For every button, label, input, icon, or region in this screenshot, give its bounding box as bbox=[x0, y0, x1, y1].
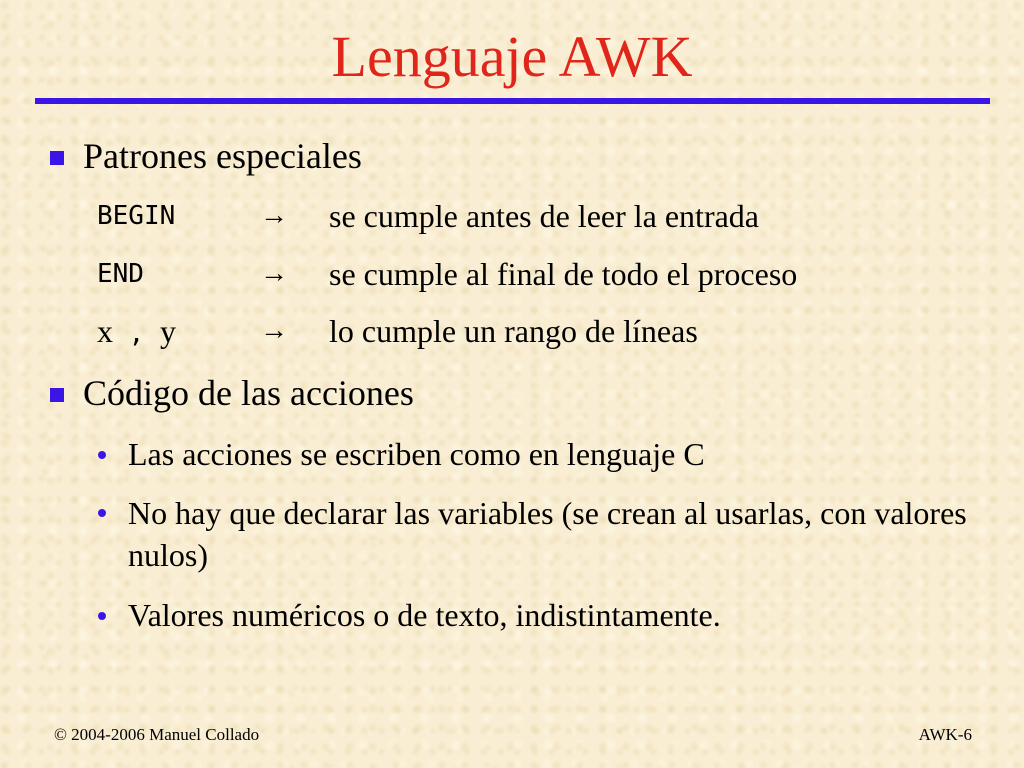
pattern-key: END bbox=[97, 259, 144, 289]
round-bullet-icon bbox=[98, 509, 106, 517]
right-arrow-icon: → bbox=[260, 315, 288, 346]
pattern-description: se cumple antes de leer la entrada bbox=[329, 198, 759, 234]
bullet-text: Patrones especiales bbox=[83, 136, 362, 176]
sub-bullet-acciones-c bbox=[98, 434, 968, 474]
right-arrow-icon: → bbox=[260, 200, 288, 231]
sub-bullet-text: Valores numéricos o de texto, indistintamente. bbox=[128, 597, 721, 633]
sub-bullet-declarar-variables bbox=[98, 492, 978, 574]
pattern-description: lo cumple un rango de líneas bbox=[329, 313, 698, 349]
pattern-key-range bbox=[97, 311, 176, 354]
square-bullet-icon bbox=[50, 388, 64, 402]
sub-bullet-text: Las acciones se escriben como en lenguaje C bbox=[128, 436, 705, 472]
footer-copyright: © 2004-2006 Manuel Collado bbox=[54, 725, 260, 744]
pattern-description: se cumple al final de todo el proceso bbox=[329, 256, 798, 292]
square-bullet-icon bbox=[50, 151, 64, 165]
bullet-text: Código de las acciones bbox=[83, 373, 414, 413]
pattern-key: BEGIN bbox=[97, 201, 176, 231]
sub-bullet-valores bbox=[98, 595, 968, 635]
slide-title: Lenguaje AWK bbox=[331, 24, 693, 89]
sub-bullet-text: No hay que declarar las variables (se crean al usarlas, con valores nulos) bbox=[128, 495, 967, 573]
title-underline bbox=[35, 98, 990, 104]
pattern-key-x: x bbox=[97, 313, 113, 349]
pattern-key-y: y bbox=[159, 313, 176, 349]
footer-page-number: AWK-6 bbox=[918, 725, 972, 744]
right-arrow-icon: → bbox=[260, 258, 288, 289]
round-bullet-icon bbox=[98, 451, 106, 459]
round-bullet-icon bbox=[98, 612, 106, 620]
pattern-key-separator: , bbox=[113, 319, 160, 349]
